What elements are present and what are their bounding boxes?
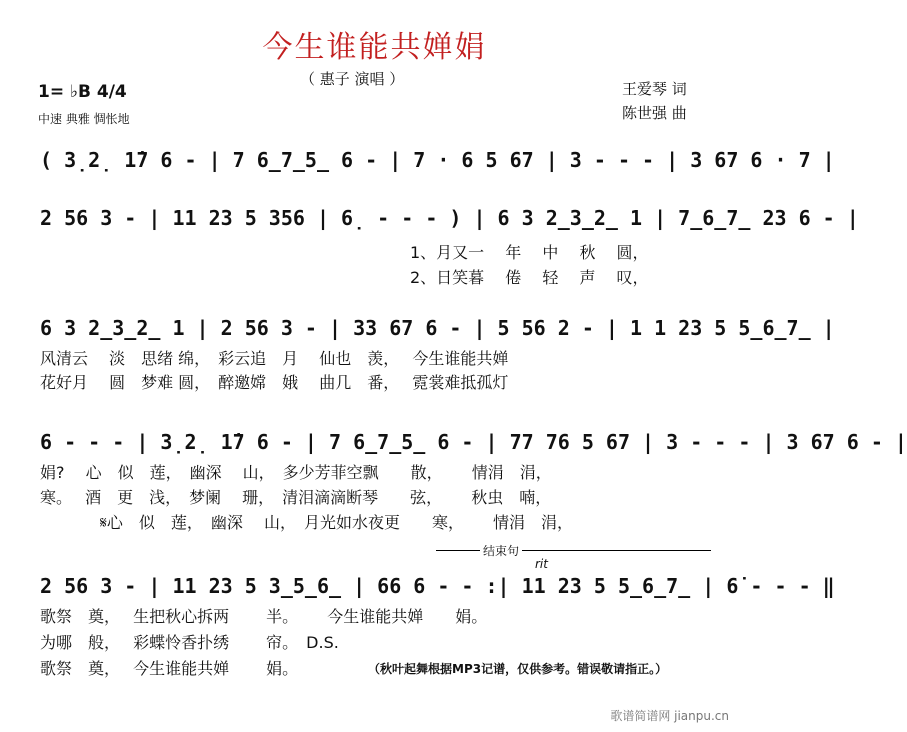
song-title: 今生谁能共婵娟 (262, 30, 487, 65)
ritardando-mark: rit (535, 557, 548, 571)
site-watermark: 歌谱简谱网 jianpu.cn (610, 709, 729, 723)
notation-row-3: 6 3 2̲3̲2̲ 1 | 2 56 3 - | 33 67 6 - | 5 56 2 - | 1 1 23 5 5̲6̲7̲ | (40, 316, 835, 340)
lyric-row-5-verse-1: 歌祭 奠， 生把秋心拆两 半。 今生谁能共婵 娟。 (40, 607, 488, 626)
end-phrase-label: 结束句 (480, 542, 522, 559)
performer: （ 惠子 演唱 ） (300, 70, 405, 88)
tempo-marking: 中速 典雅 惆怅地 (38, 112, 130, 126)
notation-row-2: 2 56 3 - | 11 23 5 356 | 6̣ - - - ) | 6 3 2̲3̲2̲ 1 | 7̲6̲7̲ 23 6 - | (40, 206, 859, 230)
lyric-row-4-verse-3: 𝄋心 似 莲， 幽深 山， 月光如水夜更 寒， 情涓 涓， (100, 513, 574, 532)
end-phrase-bracket (436, 550, 711, 551)
lyric-row-3-verse-2: 花好月 圆 梦难 圆， 醉邀嫦 娥 曲几 番， 霓裳难抵孤灯 (40, 373, 509, 392)
notation-row-4: 6 - - - | 3̣2̣ 1̇7 6 - | 7 6̲7̲5̲ 6 - | 77 76 5 67 | 3 - - - | 3 67 6 - | (40, 430, 907, 454)
lyric-row-4-verse-1: 娟? 心 似 莲， 幽深 山， 多少芳菲空飘 散， 情涓 涓， (40, 463, 552, 482)
lyric-row-5-verse-3: 歌祭 奠， 今生谁能共婵 娟。 (40, 659, 299, 678)
lyric-row-4-verse-2: 寒。 酒 更 浅， 梦阑 珊， 清泪滴滴断琴 弦， 秋虫 喃， (40, 488, 552, 507)
lyricist: 王爱琴 词 (622, 80, 687, 98)
notation-row-1: ( 3̣2̣ 1̇7 6 - | 7 6̲7̲5̲ 6 - | 7 · 6 5 67 | 3 - - - | 3 67 6 · 7 | (40, 148, 835, 172)
transcription-note: （秋叶起舞根据MP3记谱，仅供参考。错误敬请指正。） (368, 662, 668, 676)
lyric-row-5-verse-2: 为哪 般， 彩蝶怜香扑绣 帘。 D.S. (40, 633, 339, 652)
lyric-row-3-verse-1: 风清云 淡 思绪 绵， 彩云追 月 仙也 羡， 今生谁能共婵 (40, 349, 509, 368)
notation-row-5: 2 56 3 - | 11 23 5 3̲5̲6̲ | 66 6 - - :| 11 23 5 5̲6̲7̲ | 6̇ - - - ‖ (40, 574, 835, 598)
lyric-row-2-verse-1: 1、月又一 年 中 秋 圆， (410, 243, 649, 262)
composer: 陈世强 曲 (622, 104, 687, 122)
key-signature: 1= ♭B 4/4 (38, 82, 127, 102)
lyric-row-2-verse-2: 2、日笑暮 倦 轻 声 叹， (410, 268, 649, 287)
